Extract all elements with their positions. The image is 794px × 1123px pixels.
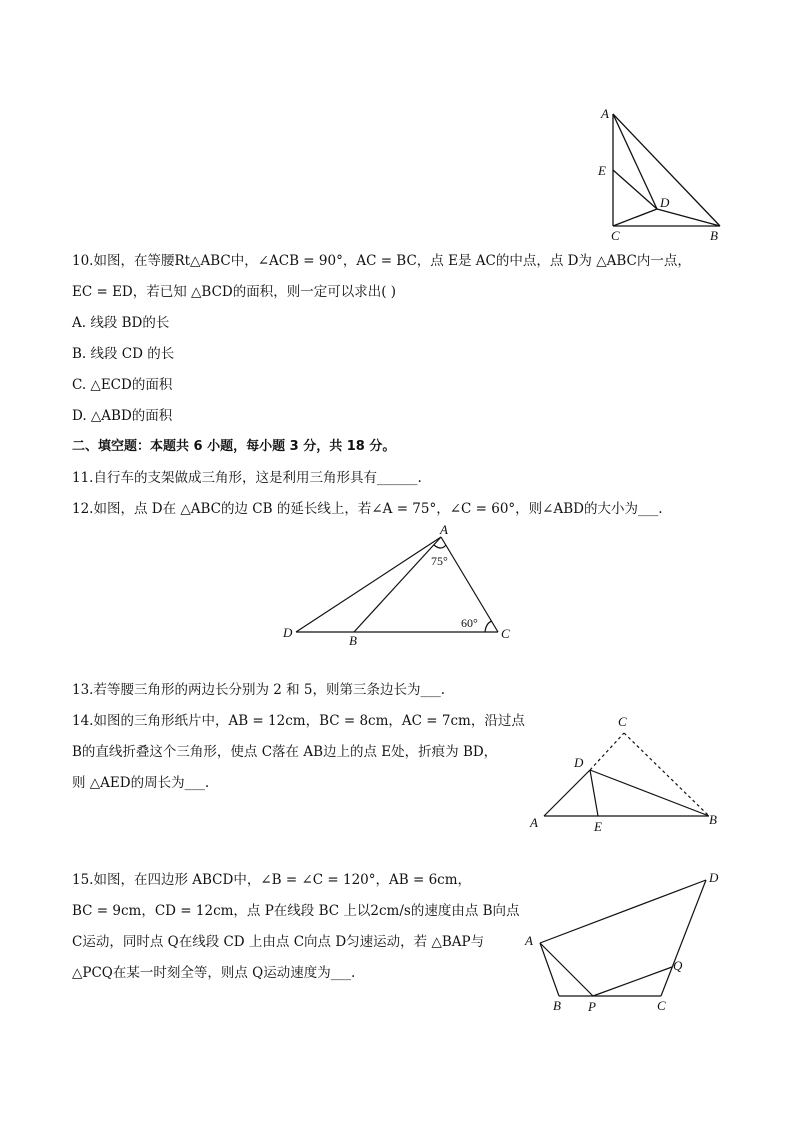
label-A: A: [440, 522, 448, 537]
label-A: A: [525, 933, 533, 948]
label-B: B: [349, 633, 357, 645]
label-C: C: [657, 998, 666, 1013]
q10-stem-line2: EC = ED，若已知 △BCD的面积，则一定可以求出( ): [72, 284, 397, 300]
angle-arc-A: [434, 545, 446, 548]
angle-label-C: 60°: [461, 616, 478, 630]
q14-line3: 则 △AED的周长为___.: [72, 775, 210, 791]
q12-figure: [278, 520, 518, 645]
label-P: P: [588, 999, 596, 1014]
segment-AP: [540, 943, 593, 996]
q10-option-a: A. 线段 BD的长: [72, 315, 170, 331]
segment-AD: [540, 880, 706, 943]
q14-line1: 14.如图的三角形纸片中，AB = 12cm，BC = 8cm，AC = 7cm，沿过点: [72, 713, 525, 729]
q15-line1: 15.如图，在四边形 ABCD中，∠B = ∠C = 120°，AB = 6cm，: [72, 872, 472, 888]
label-E: E: [594, 819, 602, 834]
q11-stem: 11.自行车的支架做成三角形，这是利用三角形具有______.: [72, 470, 422, 486]
label-C: C: [501, 626, 510, 641]
q15-line4: △PCQ在某一时刻全等，则点 Q运动速度为___.: [72, 965, 356, 981]
segment-DB-fold: [590, 770, 709, 816]
label-D: D: [660, 195, 670, 210]
label-E: E: [598, 163, 606, 178]
q10-figure: [590, 102, 730, 247]
label-D: D: [709, 870, 719, 885]
angle-arc-C: [485, 621, 492, 632]
q14-line2: B的直线折叠这个三角形，使点 C落在 AB边上的点 E处，折痕为 BD，: [72, 744, 498, 760]
angle-label-A: 75°: [431, 554, 448, 568]
label-C: C: [618, 714, 627, 729]
segment-DA: [296, 537, 441, 632]
q15-figure: [520, 866, 730, 1016]
segment-AD: [544, 770, 590, 816]
q10-option-c: C. △ECD的面积: [72, 377, 173, 393]
q10-option-b: B. 线段 CD 的长: [72, 346, 175, 362]
segment-CD: [613, 209, 657, 226]
segment-AD: [613, 114, 657, 209]
segment-DE: [590, 770, 598, 816]
q13-stem: 13.若等腰三角形的两边长分别为 2 和 5，则第三条边长为___.: [72, 682, 446, 698]
label-C: C: [611, 228, 620, 243]
segment-CB-dashed: [624, 733, 709, 816]
segment-ED: [613, 170, 657, 209]
label-A: A: [601, 106, 609, 121]
label-B: B: [553, 998, 561, 1013]
label-A: A: [530, 815, 538, 830]
label-B: B: [709, 812, 717, 827]
section-fill-in-heading: 二、填空题：本题共 6 小题，每小题 3 分，共 18 分。: [72, 439, 396, 454]
q10-option-d: D. △ABD的面积: [72, 408, 173, 424]
label-D: D: [283, 625, 293, 640]
label-Q: Q: [673, 958, 683, 973]
q12-stem: 12.如图，点 D在 △ABC的边 CB 的延长线上，若∠A = 75°，∠C = 60°，则∠ABD的大小为___.: [72, 501, 663, 517]
segment-BA: [354, 537, 441, 632]
q15-line2: BC = 9cm，CD = 12cm，点 P在线段 BC 上以2cm/s的速度由点 B向点: [72, 903, 520, 919]
label-D: D: [574, 755, 584, 770]
segment-BA: [540, 943, 559, 996]
label-B: B: [710, 228, 718, 243]
segment-DB: [657, 209, 720, 226]
q14-figure: [522, 708, 732, 838]
segment-PQ: [593, 967, 672, 996]
q10-stem-line1: 10.如图，在等腰Rt△ABC中，∠ACB = 90°，AC = BC，点 E是 AC的中点，点 D为 △ABC内一点，: [72, 253, 691, 269]
q15-line3: C运动，同时点 Q在线段 CD 上由点 C向点 D匀速运动，若 △BAP与: [72, 934, 485, 950]
segment-DC: [661, 880, 706, 996]
segment-DC-dashed: [590, 733, 624, 770]
